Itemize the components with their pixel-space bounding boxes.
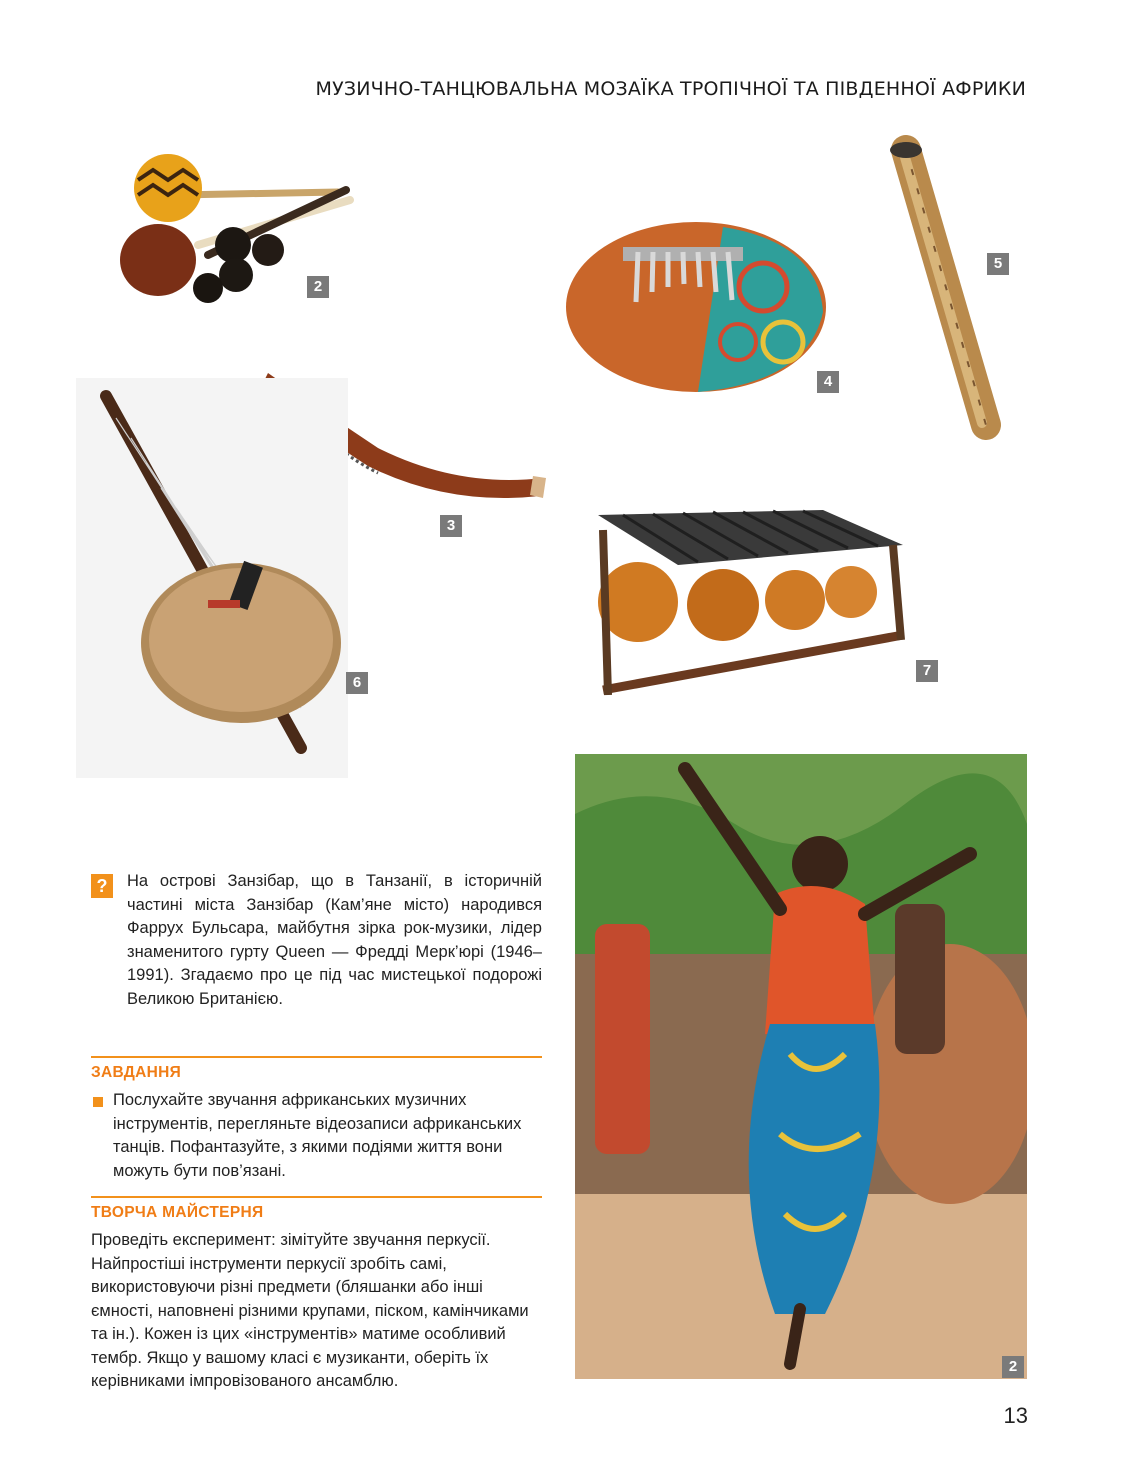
figure-label-2-dancer: 2 — [1002, 1356, 1024, 1378]
figure-label-3-horn: 3 — [440, 515, 462, 537]
task-text: Послухайте звучання африканських музичних інструментів, перегляньте відеозаписи африканських танців. Пофантазуйте, з якими подіями життя вони можуть бути пов’язані. — [113, 1091, 522, 1180]
dancer-photo — [575, 754, 1027, 1379]
studio-heading: ТВОРЧА МАЙСТЕРНЯ — [91, 1204, 264, 1221]
kalimba-photo — [548, 192, 843, 407]
studio-text: Проведіть експеримент: зімітуйте звучання перкусії. Найпростіші інструменти перкусії зробіть самі, використовуючи різні предмети (бляшанки або інші ємності, наповнені різними крупами, піском, камінчиками та ін.). Кожен із цих «інструментів» матиме особливий тембр. Якщо у вашому класі є музиканти, оберіть їх керівниками імпровізованого ансамблю. — [91, 1231, 529, 1390]
figure-label-5-rainstick: 5 — [987, 253, 1009, 275]
figure-label-7-balafon: 7 — [916, 660, 938, 682]
figure-label-2-maracas: 2 — [307, 276, 329, 298]
figure-label-4-kalimba: 4 — [817, 371, 839, 393]
square-bullet-icon — [93, 1097, 103, 1107]
balafon-photo — [583, 490, 938, 720]
fact-paragraph: На острові Занзібар, що в Танзанії, в історичній частині міста Занзібар (Кам’яне місто) народився Фаррух Бульсара, майбутня зірка рок-музики, лідер знаменитого гурту Queen — Фредді Мерк’юрі (1946–1991). Згадаємо про це під час мистецької подорожі Великою Британією. — [127, 872, 542, 1008]
studio-divider — [91, 1196, 542, 1198]
figure-label-6-kora: 6 — [346, 672, 368, 694]
page-number: 13 — [1003, 1403, 1028, 1428]
task-divider — [91, 1056, 542, 1058]
question-icon: ? — [91, 874, 113, 898]
kora-photo — [76, 378, 348, 778]
running-header: МУЗИЧНО-ТАНЦЮВАЛЬНА МОЗАЇКА ТРОПІЧНОЇ ТА ПІВДЕННОЇ АФРИКИ — [315, 78, 1026, 100]
task-heading: ЗАВДАННЯ — [91, 1064, 182, 1081]
rainstick-photo — [876, 135, 1026, 440]
